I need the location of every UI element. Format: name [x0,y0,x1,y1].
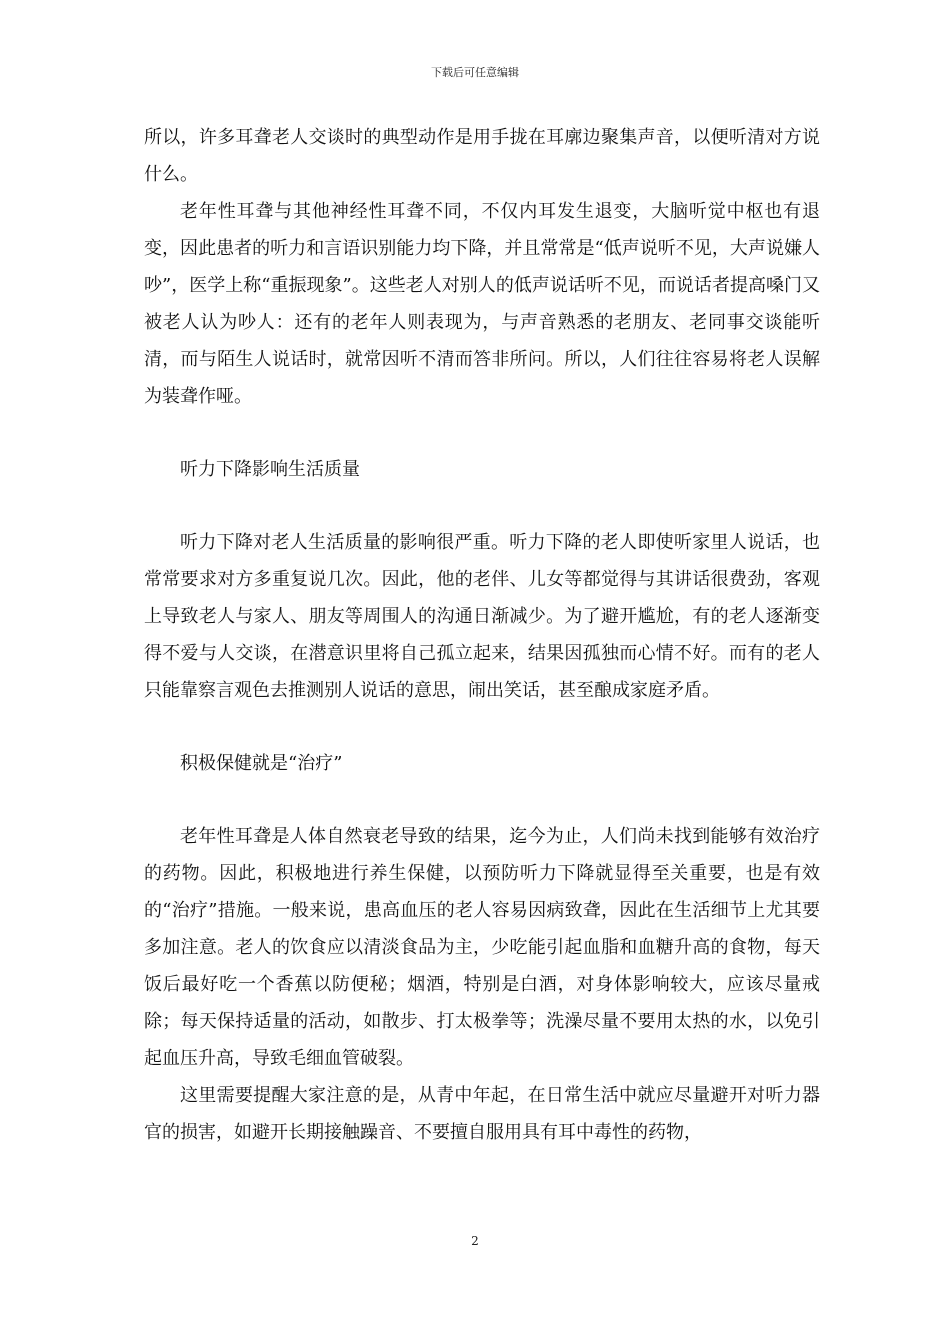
section-heading-health-care: 积极保健就是“治疗” [180,753,343,774]
page-number: 2 [471,1234,479,1248]
paragraph-3: 听力下降对老人生活质量的影响很严重。听力下降的老人即使听家里人说话，也常常要求对方多重复说几次。因此，他的老伴、儿女等都觉得与其讲话很费劲，客观上导致老人与家人、朋友等周围人的沟通日渐减少。为了避开尴尬，有的老人逐渐变得不爱与人交谈，在潜意识里将自己孤立起来，结果因孤独而心情不好。而有的老人只能靠察言观色去推测别人说话的意思，闹出笑话，甚至酿成家庭矛盾。 [144,532,820,701]
paragraph-2: 老年性耳聋与其他神经性耳聋不同，不仅内耳发生退变，大脑听觉中枢也有退变，因此患者的听力和言语识别能力均下降，并且常常是“低声说听不见，大声说嫌人吵”，医学上称“重振现象”。这些老人对别人的低声说话听不见，而说话者提高嗓门又被老人认为吵人：还有的老年人则表现为，与声音熟悉的老朋友、老同事交谈能听清，而与陌生人说话时，就常因听不清而答非所问。所以，人们往往容易将老人误解为装聋作哑。 [144,201,820,407]
page-header: 下载后可任意编辑 [431,66,519,79]
paragraph-1: 所以，许多耳聋老人交谈时的典型动作是用手拢在耳廓边聚集声音，以便听清对方说什么。 [144,127,820,185]
section-heading-hearing-quality: 听力下降影响生活质量 [180,459,360,480]
document-body [144,119,820,1151]
paragraph-5: 这里需要提醒大家注意的是，从青中年起，在日常生活中就应尽量避开对听力器官的损害，如避开长期接触躁音、不要擅自服用具有耳中毒性的药物， [144,1085,820,1143]
paragraph-4: 老年性耳聋是人体自然衰老导致的结果，迄今为止，人们尚未找到能够有效治疗的药物。因此，积极地进行养生保健，以预防听力下降就显得至关重要，也是有效的“治疗”措施。一般来说，患高血压的老人容易因病致聋，因此在生活细节上尤其要多加注意。老人的饮食应以清淡食品为主，少吃能引起血脂和血糖升高的食物，每天饭后最好吃一个香蕉以防便秘；烟酒，特别是白酒，对身体影响较大，应该尽量戒除；每天保持适量的活动，如散步、打太极拳等；洗澡尽量不要用太热的水，以免引起血压升高，导致毛细血管破裂。 [144,826,820,1069]
